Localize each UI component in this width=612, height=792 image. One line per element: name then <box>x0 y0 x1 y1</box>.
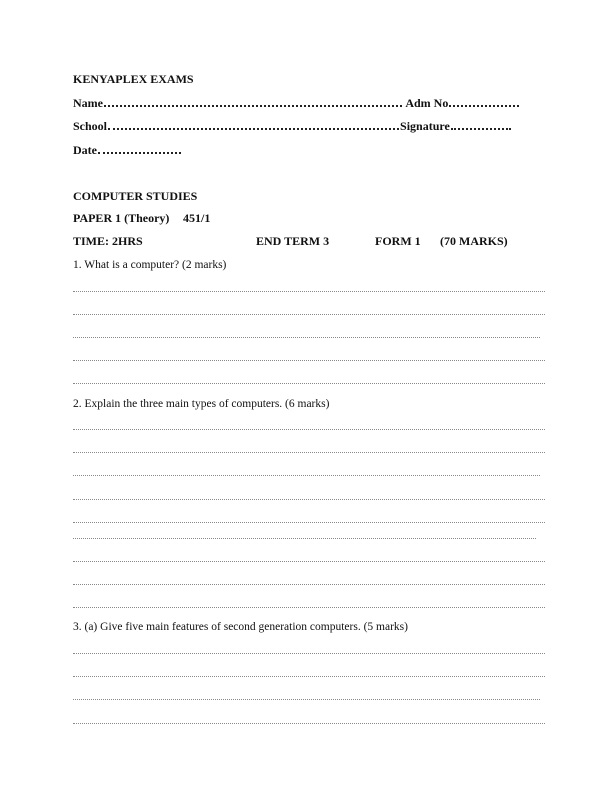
date-label: Date <box>73 143 97 157</box>
answer-line[interactable] <box>73 723 545 724</box>
total-marks: (70 MARKS) <box>440 234 508 248</box>
question-3a: 3. (a) Give five main features of second generation computers. (5 marks) <box>73 621 408 633</box>
name-label: Name <box>73 96 103 110</box>
exam-term: END TERM 3 <box>256 234 330 248</box>
exam-body-title: KENYAPLEX EXAMS <box>73 72 194 86</box>
adm-no-field[interactable] <box>449 104 519 107</box>
answer-line[interactable] <box>73 429 545 430</box>
paper-title: PAPER 1 (Theory) <box>73 211 170 225</box>
exam-time: TIME: 2HRS <box>73 234 143 248</box>
answer-line[interactable] <box>73 475 540 476</box>
answer-line[interactable] <box>73 607 545 608</box>
name-field-row <box>73 96 520 110</box>
subject-title: COMPUTER STUDIES <box>73 189 198 203</box>
answer-line[interactable] <box>73 522 545 523</box>
name-field[interactable] <box>104 104 402 107</box>
answer-line[interactable] <box>73 499 545 500</box>
answer-line[interactable] <box>73 360 545 361</box>
answer-line[interactable] <box>73 561 545 562</box>
answer-line[interactable] <box>73 538 536 539</box>
answer-line[interactable] <box>73 314 545 315</box>
answer-line[interactable] <box>73 383 545 384</box>
signature-label: Signature <box>400 119 450 133</box>
answer-line[interactable] <box>73 653 545 654</box>
answer-line[interactable] <box>73 337 540 338</box>
answer-line[interactable] <box>73 699 540 700</box>
school-field-row <box>73 119 512 133</box>
signature-field[interactable] <box>451 127 511 130</box>
paper-code: 451/1 <box>183 211 211 225</box>
answer-line[interactable] <box>73 452 545 453</box>
answer-line[interactable] <box>73 676 545 677</box>
school-field[interactable] <box>108 127 399 130</box>
exam-form: FORM 1 <box>375 234 421 248</box>
answer-line[interactable] <box>73 291 545 292</box>
question-1: 1. What is a computer? (2 marks) <box>73 259 227 271</box>
adm-no-label: Adm No <box>405 96 449 110</box>
date-field-row <box>73 143 182 157</box>
school-label: School <box>73 119 108 133</box>
question-2: 2. Explain the three main types of computers. (6 marks) <box>73 398 330 410</box>
answer-line[interactable] <box>73 584 545 585</box>
date-field[interactable] <box>98 151 181 154</box>
